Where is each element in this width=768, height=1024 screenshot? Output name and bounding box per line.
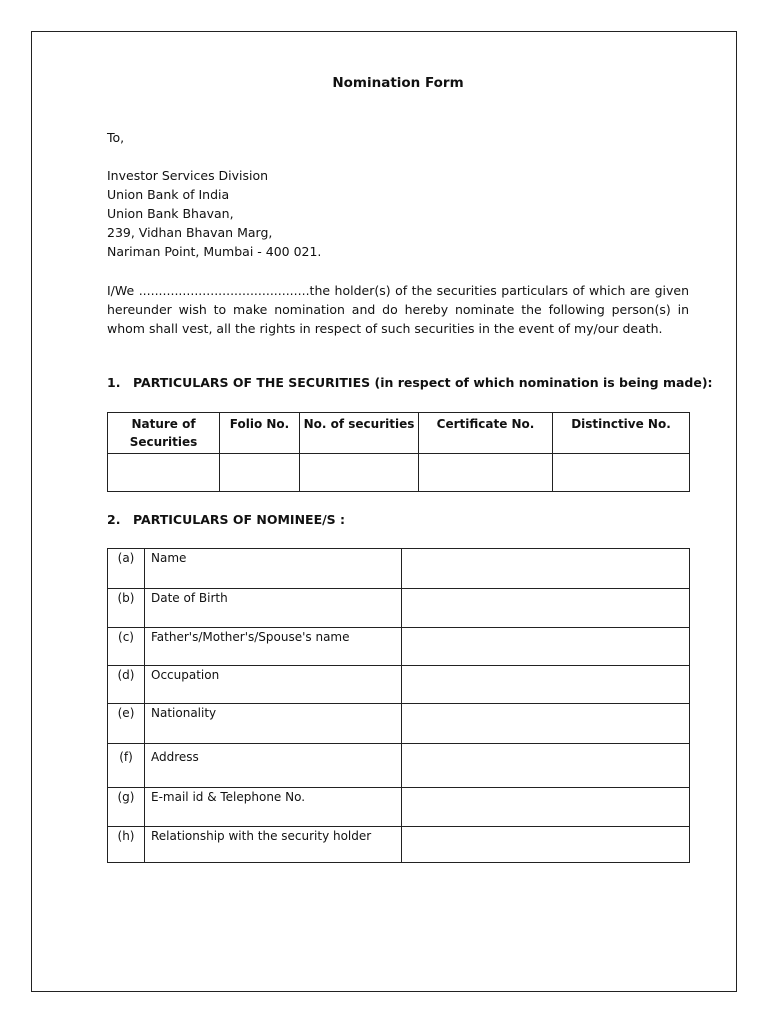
address-line: Investor Services Division xyxy=(107,168,269,183)
recipient-address xyxy=(107,166,321,261)
row-label: Occupation xyxy=(145,666,402,704)
distinctive-no-field[interactable] xyxy=(553,454,690,492)
page-title: Nomination Form xyxy=(332,75,464,91)
table-row xyxy=(108,704,690,744)
section-title: PARTICULARS OF NOMINEE/S : xyxy=(133,512,346,527)
table-row xyxy=(108,744,690,788)
nominee-table xyxy=(107,548,690,863)
row-label: Date of Birth xyxy=(145,589,402,628)
certificate-no-field[interactable] xyxy=(419,454,553,492)
row-letter: (g) xyxy=(108,788,145,827)
section-1-heading xyxy=(107,375,713,390)
table-row xyxy=(108,827,690,863)
address-field[interactable] xyxy=(402,744,690,788)
row-label: E-mail id & Telephone No. xyxy=(145,788,402,827)
securities-table xyxy=(107,412,690,492)
table-row xyxy=(108,788,690,827)
table-header-row xyxy=(108,413,690,454)
section-number: 1. xyxy=(107,375,121,390)
row-letter: (b) xyxy=(108,589,145,628)
column-header: Nature of Securities xyxy=(108,413,220,454)
declaration-paragraph: I/We ...........................................the holder(s) of the securities particulars of which are given hereunder wish to make nomination and do hereby nominate the following person(s) in whom shall vest, all the rights in respect of such securities in the event of my/our death. xyxy=(107,283,689,336)
row-label: Father's/Mother's/Spouse's name xyxy=(145,628,402,666)
row-label: Address xyxy=(145,744,402,788)
section-title: PARTICULARS OF THE SECURITIES (in respect of which nomination is being made): xyxy=(133,375,713,390)
row-letter: (h) xyxy=(108,827,145,863)
table-row xyxy=(108,589,690,628)
address-line: 239, Vidhan Bhavan Marg, xyxy=(107,225,273,240)
row-label: Relationship with the security holder xyxy=(145,827,402,863)
table-row xyxy=(108,666,690,704)
date-of-birth-field[interactable] xyxy=(402,589,690,628)
address-line: Nariman Point, Mumbai - 400 021. xyxy=(107,244,322,259)
row-letter: (a) xyxy=(108,549,145,589)
table-row xyxy=(108,549,690,589)
occupation-field[interactable] xyxy=(402,666,690,704)
no-of-securities-field[interactable] xyxy=(300,454,419,492)
column-header: Folio No. xyxy=(220,413,300,454)
row-label: Nationality xyxy=(145,704,402,744)
guardian-name-field[interactable] xyxy=(402,628,690,666)
section-number: 2. xyxy=(107,512,121,527)
relationship-field[interactable] xyxy=(402,827,690,863)
table-row xyxy=(108,628,690,666)
address-line: Union Bank Bhavan, xyxy=(107,206,234,221)
nationality-field[interactable] xyxy=(402,704,690,744)
nominee-name-field[interactable] xyxy=(402,549,690,589)
address-line: Union Bank of India xyxy=(107,187,230,202)
row-letter: (c) xyxy=(108,628,145,666)
salutation: To, xyxy=(107,130,125,145)
column-header: Distinctive No. xyxy=(553,413,690,454)
column-header: Certificate No. xyxy=(419,413,553,454)
folio-no-field[interactable] xyxy=(220,454,300,492)
nature-of-securities-field[interactable] xyxy=(108,454,220,492)
column-header: No. of securities xyxy=(300,413,419,454)
section-2-heading xyxy=(107,512,345,527)
email-telephone-field[interactable] xyxy=(402,788,690,827)
row-letter: (d) xyxy=(108,666,145,704)
row-letter: (e) xyxy=(108,704,145,744)
table-row xyxy=(108,454,690,492)
row-label: Name xyxy=(145,549,402,589)
row-letter: (f) xyxy=(108,744,145,788)
